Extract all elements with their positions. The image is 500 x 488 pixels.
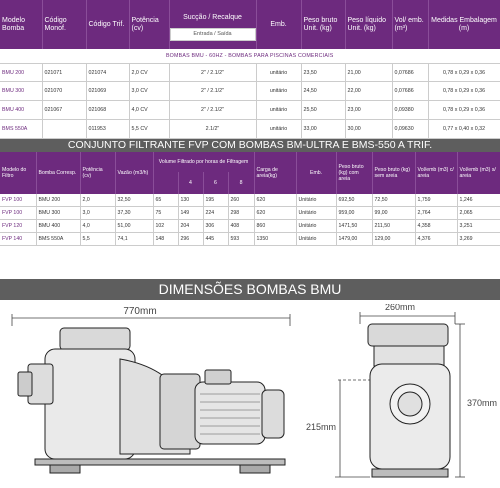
table-cell: 195 — [203, 194, 228, 207]
dim-width-front: 260mm — [384, 304, 416, 312]
table-cell: 3,0 CV — [129, 82, 169, 101]
table-cell: 204 — [178, 220, 203, 233]
table-cell: 51,00 — [115, 220, 153, 233]
table-cell: 2.1/2" — [169, 120, 256, 139]
header2-carga: Carga de areia(kg) — [254, 152, 296, 194]
table-cell: 24,50 — [301, 82, 345, 101]
table-cell: 37,30 — [115, 207, 153, 220]
table-cell: 021070 — [42, 82, 86, 101]
table-row — [0, 233, 500, 246]
table-cell: unitário — [256, 63, 301, 82]
table-cell: FVP 120 — [0, 220, 36, 233]
table-cell: 2" / 2.1/2" — [169, 63, 256, 82]
header-potencia: Potência (cv) — [129, 0, 169, 49]
table-cell: BMU 200 — [0, 63, 42, 82]
table-cell: 1471,50 — [336, 220, 372, 233]
table-cell: FVP 140 — [0, 233, 36, 246]
table-cell: 32,50 — [115, 194, 153, 207]
table-cell: 0,78 x 0,29 x 0,36 — [428, 82, 500, 101]
table-cell: 021074 — [86, 63, 129, 82]
pump-dimension-drawing — [0, 304, 500, 488]
table-cell: 4,0 CV — [129, 101, 169, 120]
table-cell: 0,07686 — [392, 82, 428, 101]
table-cell: 99,00 — [372, 207, 415, 220]
table-cell: 298 — [228, 207, 254, 220]
table-cell: 1,759 — [415, 194, 457, 207]
table-cell: 620 — [254, 194, 296, 207]
header2-emb: Emb. — [296, 152, 336, 194]
table-cell: 129,00 — [372, 233, 415, 246]
pump-side-view — [18, 328, 285, 473]
section-title-conjunto: CONJUNTO FILTRANTE FVP COM BOMBAS BM-ULTRA E BMS-550 A TRIF. — [0, 139, 500, 152]
table-cell: 211,50 — [372, 220, 415, 233]
table-cell: 021069 — [86, 82, 129, 101]
header-codigo-monof: Código Monof. — [42, 0, 86, 49]
table-cell: unitário — [256, 101, 301, 120]
table-cell: 445 — [203, 233, 228, 246]
table-cell: BMS 550A — [0, 120, 42, 139]
table-cell: Unitário — [296, 207, 336, 220]
table-cell: 22,00 — [345, 82, 392, 101]
header2-hour-8: 8 — [228, 172, 254, 194]
header2-peso-com: Peso bruto (kg) com areia — [336, 152, 372, 194]
table-cell: 30,00 — [345, 120, 392, 139]
table-cell: Unitário — [296, 194, 336, 207]
table-cell: 021068 — [86, 101, 129, 120]
table-cell: 74,1 — [115, 233, 153, 246]
table-cell: 2,065 — [457, 207, 500, 220]
table-cell: 2" / 2.1/2" — [169, 82, 256, 101]
table-cell: 306 — [203, 220, 228, 233]
table-cell: 75 — [153, 207, 178, 220]
table-cell: 1,246 — [457, 194, 500, 207]
table-cell: 260 — [228, 194, 254, 207]
table-cell: 408 — [228, 220, 254, 233]
header2-hour-6: 6 — [203, 172, 228, 194]
header2-peso-sem: Peso bruto (kg) sem areia — [372, 152, 415, 194]
header-vol-emb: Vol/ emb. (m³) — [392, 0, 428, 49]
header2-vol-sem: Vol/emb (m3) s/ areia — [457, 152, 500, 194]
table-cell: 3,269 — [457, 233, 500, 246]
header2-volume: Volume Filtrado por horas de Filtragem — [153, 152, 254, 172]
header2-hour-empty — [153, 172, 178, 194]
header-peso-liquido: Peso líquido Unit. (kg) — [345, 0, 392, 49]
header-emb: Emb. — [256, 0, 301, 49]
table-cell: 4,376 — [415, 233, 457, 246]
header2-hour-4: 4 — [178, 172, 203, 194]
table-cell: 0,77 x 0,40 x 0,32 — [428, 120, 500, 139]
header-modelo: Modelo Bomba — [0, 0, 42, 49]
table-cell: 130 — [178, 194, 203, 207]
table-cell: 860 — [254, 220, 296, 233]
table-cell: 72,50 — [372, 194, 415, 207]
table-cell: unitário — [256, 82, 301, 101]
header2-vazao: Vazão (m3/h) — [115, 152, 153, 194]
table-cell: 021071 — [42, 63, 86, 82]
table-row — [0, 194, 500, 207]
table-cell: FVP 100 — [0, 194, 36, 207]
table-cell: 33,00 — [301, 120, 345, 139]
table-cell: FVP 100 — [0, 207, 36, 220]
table-row — [0, 63, 500, 82]
band-bmu: BOMBAS BMU - 60HZ - BOMBAS PARA PISCINAS COMERCIAIS — [0, 49, 500, 63]
table-cell: BMU 400 — [0, 101, 42, 120]
table-cell: 593 — [228, 233, 254, 246]
table-cell: 3,0 — [80, 207, 115, 220]
header2-potencia: Potência (cv) — [80, 152, 115, 194]
header-codigo-trif: Código Trif. — [86, 0, 129, 49]
header2-bomba: Bomba Corresp. — [36, 152, 80, 194]
header-succao — [169, 0, 256, 49]
table-cell: BMU 300 — [36, 207, 80, 220]
table-cell: 25,50 — [301, 101, 345, 120]
header2-vol-com: Vol/emb (m3) c/ areia — [415, 152, 457, 194]
table-cell: 0,78 x 0,29 x 0,36 — [428, 63, 500, 82]
table-cell: 620 — [254, 207, 296, 220]
table-cell: 1479,00 — [336, 233, 372, 246]
table-cell — [42, 120, 86, 139]
table-cell: 1350 — [254, 233, 296, 246]
table-cell: BMS 550A — [36, 233, 80, 246]
table-cell: Unitário — [296, 233, 336, 246]
table-cell: 0,09630 — [392, 120, 428, 139]
table-cell: BMU 300 — [0, 82, 42, 101]
table-cell: 4,0 — [80, 220, 115, 233]
table-cell: 65 — [153, 194, 178, 207]
table-row — [0, 120, 500, 139]
table-cell: 149 — [178, 207, 203, 220]
pump-front-view — [368, 324, 450, 477]
table-cell: unitário — [256, 120, 301, 139]
table-row — [0, 220, 500, 233]
dim-height-total: 370mm — [467, 398, 498, 408]
table-cell: BMU 200 — [36, 194, 80, 207]
table-cell: 5,5 CV — [129, 120, 169, 139]
table-row — [0, 101, 500, 120]
pump-specs-table — [0, 0, 500, 139]
table-cell: 23,50 — [301, 63, 345, 82]
table-cell: 5,5 — [80, 233, 115, 246]
table-cell: 2,0 CV — [129, 63, 169, 82]
table-cell: 224 — [203, 207, 228, 220]
table-cell: 2" / 2.1/2" — [169, 101, 256, 120]
dim-height-axis: 215mm — [306, 422, 337, 432]
table-cell: 23,00 — [345, 101, 392, 120]
header-medidas: Medidas Embalagem (m) — [428, 0, 500, 49]
header2-modelo: Modelo do Filtro — [0, 152, 36, 194]
table-cell: 102 — [153, 220, 178, 233]
table-cell: 4,358 — [415, 220, 457, 233]
dim-width-side: 770mm — [123, 306, 157, 317]
table-cell: 0,78 x 0,29 x 0,36 — [428, 101, 500, 120]
table-cell: BMU 400 — [36, 220, 80, 233]
table-cell: 2,0 — [80, 194, 115, 207]
header-peso-bruto: Peso bruto Unit. (kg) — [301, 0, 345, 49]
table-cell: Unitário — [296, 220, 336, 233]
table-cell: 959,00 — [336, 207, 372, 220]
filter-sets-table — [0, 152, 500, 246]
table-row — [0, 82, 500, 101]
table-cell: 0,09380 — [392, 101, 428, 120]
table-cell: 3,251 — [457, 220, 500, 233]
table-cell: 148 — [153, 233, 178, 246]
table-cell: 21,00 — [345, 63, 392, 82]
table-cell: 2,764 — [415, 207, 457, 220]
section-title-dimensoes: DIMENSÕES BOMBAS BMU — [0, 279, 500, 300]
table-cell: 0,07686 — [392, 63, 428, 82]
table-cell: 021067 — [42, 101, 86, 120]
header-entrada-saida: Entrada / Saída — [170, 28, 256, 41]
table-row — [0, 207, 500, 220]
header-succao-label: Sucção / Recalque — [183, 14, 242, 22]
table-cell: 296 — [178, 233, 203, 246]
table-cell: 011953 — [86, 120, 129, 139]
table-cell: 692,50 — [336, 194, 372, 207]
